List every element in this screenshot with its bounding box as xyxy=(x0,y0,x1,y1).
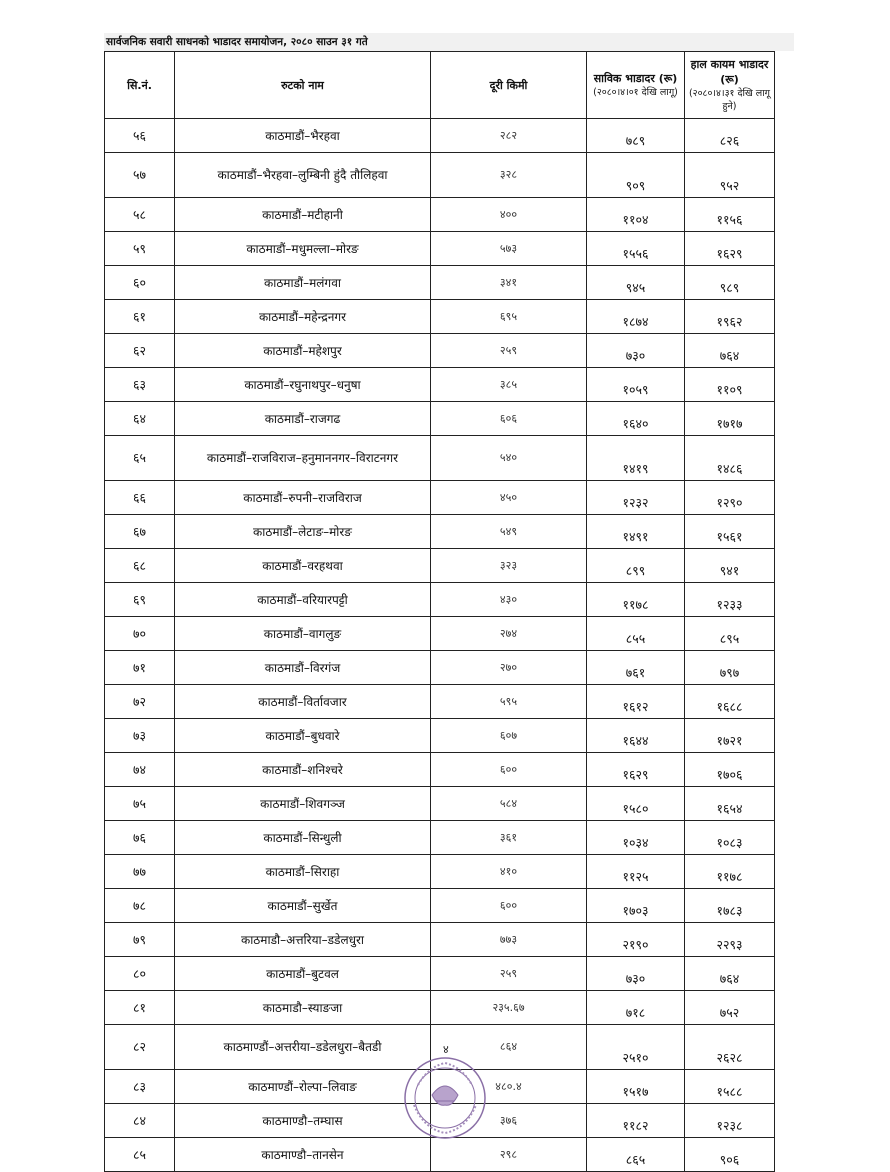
cell-sn: ६४ xyxy=(105,402,175,436)
header-old-fare xyxy=(587,52,685,119)
cell-distance: ५४९ xyxy=(431,515,587,549)
cell-distance: ३८५ xyxy=(431,368,587,402)
cell-new-fare: १७२१ xyxy=(685,719,775,753)
table-row xyxy=(105,198,775,232)
cell-old-fare: १६४० xyxy=(587,402,685,436)
table-row xyxy=(105,515,775,549)
cell-route: काठमाडौं–शनिश्चरे xyxy=(175,753,431,787)
table-row xyxy=(105,685,775,719)
table-row xyxy=(105,481,775,515)
fare-table xyxy=(104,51,775,1172)
office-seal-icon xyxy=(402,1055,488,1141)
cell-sn: ८५ xyxy=(105,1138,175,1172)
cell-new-fare: ९८९ xyxy=(685,266,775,300)
cell-sn: ६६ xyxy=(105,481,175,515)
cell-route: काठमाण्डौं–रोल्पा–लिवाङ xyxy=(175,1070,431,1104)
cell-sn: ७८ xyxy=(105,889,175,923)
cell-new-fare: १६२९ xyxy=(685,232,775,266)
cell-route: काठमाडौं–रुपनी–राजविराज xyxy=(175,481,431,515)
header-new-fare-label: हाल कायम भाडादर (रू) xyxy=(690,58,769,86)
document-title: सार्वजनिक सवारी साधनको भाडादर समायोजन, २०८० साउन ३१ गते xyxy=(106,36,368,48)
cell-route: काठमाडौं–रघुनाथपुर–धनुषा xyxy=(175,368,431,402)
cell-old-fare: १०५९ xyxy=(587,368,685,402)
cell-old-fare: १४१९ xyxy=(587,436,685,481)
cell-new-fare: १७०६ xyxy=(685,753,775,787)
table-row xyxy=(105,1138,775,1172)
cell-new-fare: १२३८ xyxy=(685,1104,775,1138)
cell-route: काठमाण्डौ–तानसेन xyxy=(175,1138,431,1172)
cell-sn: ६० xyxy=(105,266,175,300)
cell-route: काठमाडौं–वागलुङ xyxy=(175,617,431,651)
cell-route: काठमाडौं–लेटाङ–मोरङ xyxy=(175,515,431,549)
cell-sn: ७९ xyxy=(105,923,175,957)
table-row xyxy=(105,583,775,617)
cell-route: काठमाडौं–राजगढ xyxy=(175,402,431,436)
cell-distance: ३२८ xyxy=(431,153,587,198)
cell-old-fare: ११७८ xyxy=(587,583,685,617)
cell-distance: २३५.६७ xyxy=(431,991,587,1025)
cell-sn: ८० xyxy=(105,957,175,991)
cell-distance: ४०० xyxy=(431,198,587,232)
cell-new-fare: ११५६ xyxy=(685,198,775,232)
cell-old-fare: ७३० xyxy=(587,334,685,368)
cell-new-fare: १२९० xyxy=(685,481,775,515)
cell-distance: २९८ xyxy=(431,1138,587,1172)
cell-route: काठमाडौं–महेशपुर xyxy=(175,334,431,368)
cell-sn: ८२ xyxy=(105,1025,175,1070)
cell-old-fare: १७०३ xyxy=(587,889,685,923)
cell-new-fare: ७९७ xyxy=(685,651,775,685)
cell-new-fare: २२९३ xyxy=(685,923,775,957)
page-number: ४ xyxy=(443,1043,449,1056)
cell-distance: २७४ xyxy=(431,617,587,651)
table-row xyxy=(105,334,775,368)
cell-old-fare: १८७४ xyxy=(587,300,685,334)
cell-old-fare: १५१७ xyxy=(587,1070,685,1104)
cell-old-fare: ७३० xyxy=(587,957,685,991)
table-row xyxy=(105,153,775,198)
cell-old-fare: १५८० xyxy=(587,787,685,821)
cell-new-fare: ७६४ xyxy=(685,957,775,991)
cell-distance: ४१० xyxy=(431,855,587,889)
cell-old-fare: ७१८ xyxy=(587,991,685,1025)
cell-new-fare: १५६१ xyxy=(685,515,775,549)
cell-new-fare: ९५२ xyxy=(685,153,775,198)
cell-distance: ४८०.४ xyxy=(431,1070,587,1104)
cell-distance: २५९ xyxy=(431,334,587,368)
cell-new-fare: १०८३ xyxy=(685,821,775,855)
header-sn: सि.नं. xyxy=(105,52,175,119)
cell-distance: ३६१ xyxy=(431,821,587,855)
cell-new-fare: १७८३ xyxy=(685,889,775,923)
cell-route: काठमाडौं–शिवगञ्ज xyxy=(175,787,431,821)
table-row xyxy=(105,232,775,266)
table-row xyxy=(105,719,775,753)
cell-distance: ६०० xyxy=(431,753,587,787)
cell-distance: ३७६ xyxy=(431,1104,587,1138)
cell-sn: ७३ xyxy=(105,719,175,753)
cell-route: काठमाण्डौ–तम्घास xyxy=(175,1104,431,1138)
cell-sn: ७७ xyxy=(105,855,175,889)
cell-distance: ६०७ xyxy=(431,719,587,753)
cell-old-fare: ११२५ xyxy=(587,855,685,889)
cell-new-fare: ८९५ xyxy=(685,617,775,651)
cell-new-fare: १९६२ xyxy=(685,300,775,334)
cell-sn: ७५ xyxy=(105,787,175,821)
cell-new-fare: ९४१ xyxy=(685,549,775,583)
cell-new-fare: ७५२ xyxy=(685,991,775,1025)
cell-sn: ७१ xyxy=(105,651,175,685)
header-old-fare-label: साविक भाडादर (रू) xyxy=(593,72,678,85)
cell-old-fare: ९४५ xyxy=(587,266,685,300)
header-new-fare xyxy=(685,52,775,119)
cell-sn: ६९ xyxy=(105,583,175,617)
cell-route: काठमाण्डौं–अत्तरीया–डडेलधुरा–बैतडी xyxy=(175,1025,431,1070)
cell-distance: ४५० xyxy=(431,481,587,515)
cell-distance: ८६४ xyxy=(431,1025,587,1070)
table-row xyxy=(105,821,775,855)
cell-route: काठमाडौ–अत्तरिया–डडेलधुरा xyxy=(175,923,431,957)
table-row xyxy=(105,549,775,583)
table-row xyxy=(105,957,775,991)
cell-route: काठमाडौं–मटीहानी xyxy=(175,198,431,232)
header-route: रुटको नाम xyxy=(175,52,431,119)
cell-distance: ३२३ xyxy=(431,549,587,583)
table-header-row xyxy=(105,52,775,119)
table-row xyxy=(105,436,775,481)
cell-sn: ५८ xyxy=(105,198,175,232)
cell-distance: २७० xyxy=(431,651,587,685)
table-row xyxy=(105,855,775,889)
table-row xyxy=(105,651,775,685)
cell-sn: ८३ xyxy=(105,1070,175,1104)
cell-route: काठमाडौं–भैरहवा–लुम्बिनी हुंदै तौलिहवा xyxy=(175,153,431,198)
cell-old-fare: ९०९ xyxy=(587,153,685,198)
cell-route: काठमाडौं–मधुमल्ला–मोरङ xyxy=(175,232,431,266)
cell-route: काठमाडौ–स्याङजा xyxy=(175,991,431,1025)
table-row xyxy=(105,753,775,787)
cell-route: काठमाडौं–सुर्खेत xyxy=(175,889,431,923)
cell-distance: ७७३ xyxy=(431,923,587,957)
cell-old-fare: ११०४ xyxy=(587,198,685,232)
cell-route: काठमाडौं–सिराहा xyxy=(175,855,431,889)
cell-new-fare: ११०९ xyxy=(685,368,775,402)
cell-old-fare: ८६५ xyxy=(587,1138,685,1172)
table-row xyxy=(105,617,775,651)
cell-old-fare: ७६१ xyxy=(587,651,685,685)
cell-new-fare: ७६४ xyxy=(685,334,775,368)
table-row xyxy=(105,889,775,923)
table-body xyxy=(105,119,775,1172)
table-row xyxy=(105,266,775,300)
cell-route: काठमाडौं–सिन्धुली xyxy=(175,821,431,855)
cell-distance: ६०० xyxy=(431,889,587,923)
cell-old-fare: १५५६ xyxy=(587,232,685,266)
cell-new-fare: १७१७ xyxy=(685,402,775,436)
cell-distance: ५८४ xyxy=(431,787,587,821)
cell-old-fare: १२३२ xyxy=(587,481,685,515)
cell-distance: २५९ xyxy=(431,957,587,991)
table-row xyxy=(105,300,775,334)
cell-distance: ६०६ xyxy=(431,402,587,436)
cell-sn: ७६ xyxy=(105,821,175,855)
table-row xyxy=(105,119,775,153)
cell-new-fare: ९०६ xyxy=(685,1138,775,1172)
cell-old-fare: ८९९ xyxy=(587,549,685,583)
cell-old-fare: ७८९ xyxy=(587,119,685,153)
cell-old-fare: १४९१ xyxy=(587,515,685,549)
header-distance: दूरी किमी xyxy=(431,52,587,119)
table-row xyxy=(105,368,775,402)
cell-sn: ६८ xyxy=(105,549,175,583)
cell-old-fare: २१९० xyxy=(587,923,685,957)
cell-sn: ७४ xyxy=(105,753,175,787)
table-row xyxy=(105,923,775,957)
cell-distance: २८२ xyxy=(431,119,587,153)
cell-new-fare: १५८८ xyxy=(685,1070,775,1104)
cell-distance: ६९५ xyxy=(431,300,587,334)
cell-route: काठमाडौं–बुधवारे xyxy=(175,719,431,753)
cell-sn: ६२ xyxy=(105,334,175,368)
cell-route: काठमाडौं–वरियारपट्टी xyxy=(175,583,431,617)
cell-new-fare: १६५४ xyxy=(685,787,775,821)
cell-route: काठमाडौं–महेन्द्रनगर xyxy=(175,300,431,334)
cell-sn: ८१ xyxy=(105,991,175,1025)
cell-route: काठमाडौं–वरहथवा xyxy=(175,549,431,583)
cell-distance: ४३० xyxy=(431,583,587,617)
cell-distance: ५७३ xyxy=(431,232,587,266)
cell-sn: ७० xyxy=(105,617,175,651)
table-row xyxy=(105,787,775,821)
document-header xyxy=(104,33,794,51)
cell-old-fare: ११८२ xyxy=(587,1104,685,1138)
cell-sn: ५६ xyxy=(105,119,175,153)
cell-new-fare: ८२६ xyxy=(685,119,775,153)
cell-sn: ७२ xyxy=(105,685,175,719)
cell-route: काठमाडौं–विरगंज xyxy=(175,651,431,685)
cell-distance: ५४० xyxy=(431,436,587,481)
header-old-fare-note: (२०८०।४।०१ देखि लागू) xyxy=(593,87,678,98)
cell-new-fare: ११७८ xyxy=(685,855,775,889)
cell-old-fare: १६२९ xyxy=(587,753,685,787)
cell-sn: ५९ xyxy=(105,232,175,266)
cell-distance: ३४१ xyxy=(431,266,587,300)
cell-new-fare: १४८६ xyxy=(685,436,775,481)
cell-sn: ६५ xyxy=(105,436,175,481)
cell-route: काठमाडौं–मलंगवा xyxy=(175,266,431,300)
cell-new-fare: २६२८ xyxy=(685,1025,775,1070)
cell-route: काठमाडौं–बुटवल xyxy=(175,957,431,991)
header-new-fare-note: (२०८०।४।३१ देखि लागू हुने) xyxy=(688,88,771,112)
cell-sn: ६७ xyxy=(105,515,175,549)
table-row xyxy=(105,991,775,1025)
cell-old-fare: ८५५ xyxy=(587,617,685,651)
cell-old-fare: १०३४ xyxy=(587,821,685,855)
cell-old-fare: १६४४ xyxy=(587,719,685,753)
cell-old-fare: २५१० xyxy=(587,1025,685,1070)
cell-new-fare: १२३३ xyxy=(685,583,775,617)
cell-route: काठमाडौं–राजविराज–हनुमाननगर–विराटनगर xyxy=(175,436,431,481)
cell-new-fare: १६८८ xyxy=(685,685,775,719)
cell-sn: ६३ xyxy=(105,368,175,402)
cell-sn: ८४ xyxy=(105,1104,175,1138)
cell-route: काठमाडौं–भैरहवा xyxy=(175,119,431,153)
cell-route: काठमाडौं–विर्तावजार xyxy=(175,685,431,719)
cell-distance: ५९५ xyxy=(431,685,587,719)
cell-old-fare: १६१२ xyxy=(587,685,685,719)
table-row xyxy=(105,402,775,436)
cell-sn: ५७ xyxy=(105,153,175,198)
cell-sn: ६१ xyxy=(105,300,175,334)
